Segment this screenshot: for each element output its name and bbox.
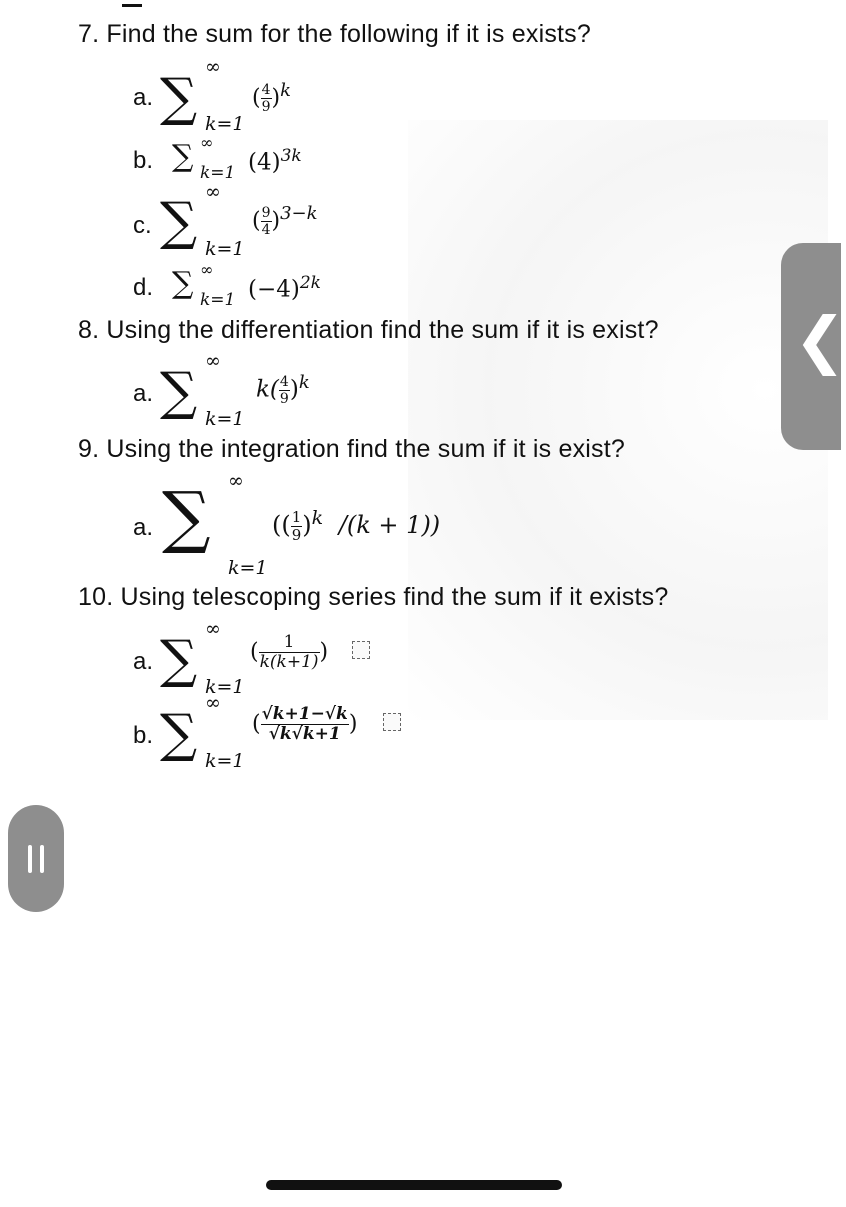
- cropped-text-fragment: [122, 0, 142, 7]
- placeholder-box-icon: [383, 713, 401, 731]
- expression: ( $\frac{√k+1-√k}{√k√k+1}$ ): [252, 704, 358, 744]
- label-a: a.: [133, 648, 154, 675]
- upper-limit: ∞: [205, 618, 221, 640]
- question-8-title: 8. Using the differentiation find the sum if it is exist?: [78, 316, 659, 344]
- sigma-symbol: ∑: [160, 704, 198, 764]
- sigma-symbol: ∑: [160, 192, 198, 252]
- expression: $(4)^{3k}$: [248, 146, 302, 176]
- lower-limit: k=1: [205, 238, 245, 260]
- lower-limit: k=1: [205, 408, 245, 430]
- sigma-symbol: ∑: [172, 139, 194, 174]
- home-indicator[interactable]: [266, 1180, 562, 1190]
- expression: (( $\frac{1}{9}$ )$^k$ /(k + 1)): [272, 507, 441, 544]
- expression: $(-4)^{2k}$: [248, 273, 321, 303]
- expression: ( $\frac{9}{4}$ )$^{3-k}$: [252, 203, 318, 238]
- lower-limit: k=1: [200, 163, 236, 183]
- background-glow: [408, 120, 828, 720]
- question-9-title: 9. Using the integration find the sum if it is exist?: [78, 435, 625, 463]
- label-b: b.: [133, 722, 154, 749]
- upper-limit: ∞: [200, 133, 214, 152]
- label-a: a.: [133, 84, 154, 111]
- lower-limit: k=1: [205, 113, 245, 135]
- lower-limit: k=1: [228, 557, 268, 579]
- question-10-title: 10. Using telescoping series find the sum if it exists?: [78, 583, 669, 611]
- upper-limit: ∞: [205, 350, 221, 372]
- expression: k( $\frac{4}{9}$ )$^k$: [256, 372, 310, 408]
- lower-limit: k=1: [205, 750, 245, 772]
- sigma-symbol: ∑: [160, 362, 198, 422]
- sigma-symbol: ∑: [160, 68, 198, 128]
- sigma-symbol: ∑: [160, 630, 198, 690]
- upper-limit: ∞: [228, 470, 244, 492]
- question-7-title: 7. Find the sum for the following if it is exists?: [78, 20, 591, 48]
- lower-limit: k=1: [200, 290, 236, 310]
- label-c: c.: [133, 212, 152, 239]
- label-d: d.: [133, 274, 154, 301]
- expression: ( $\frac{4}{9}$ )$^k$: [252, 80, 292, 115]
- lower-limit: k=1: [205, 676, 245, 698]
- upper-limit: ∞: [205, 692, 221, 714]
- side-panel-tab[interactable]: [781, 243, 846, 450]
- label-a: a.: [133, 380, 154, 407]
- chevron-left-icon: ❮: [794, 303, 846, 376]
- label-b: b.: [133, 147, 154, 174]
- drag-handle[interactable]: [8, 805, 64, 912]
- drag-handle-icon: [28, 845, 32, 873]
- drag-handle-icon: [40, 845, 44, 873]
- placeholder-box-icon: [352, 641, 370, 659]
- upper-limit: ∞: [205, 181, 221, 203]
- sigma-symbol: ∑: [172, 266, 194, 301]
- label-a: a.: [133, 514, 154, 541]
- sigma-symbol: ∑: [162, 478, 211, 557]
- upper-limit: ∞: [200, 260, 214, 279]
- expression: ( $\frac{1}{k(k+1)}$ ): [250, 632, 329, 672]
- upper-limit: ∞: [205, 56, 221, 78]
